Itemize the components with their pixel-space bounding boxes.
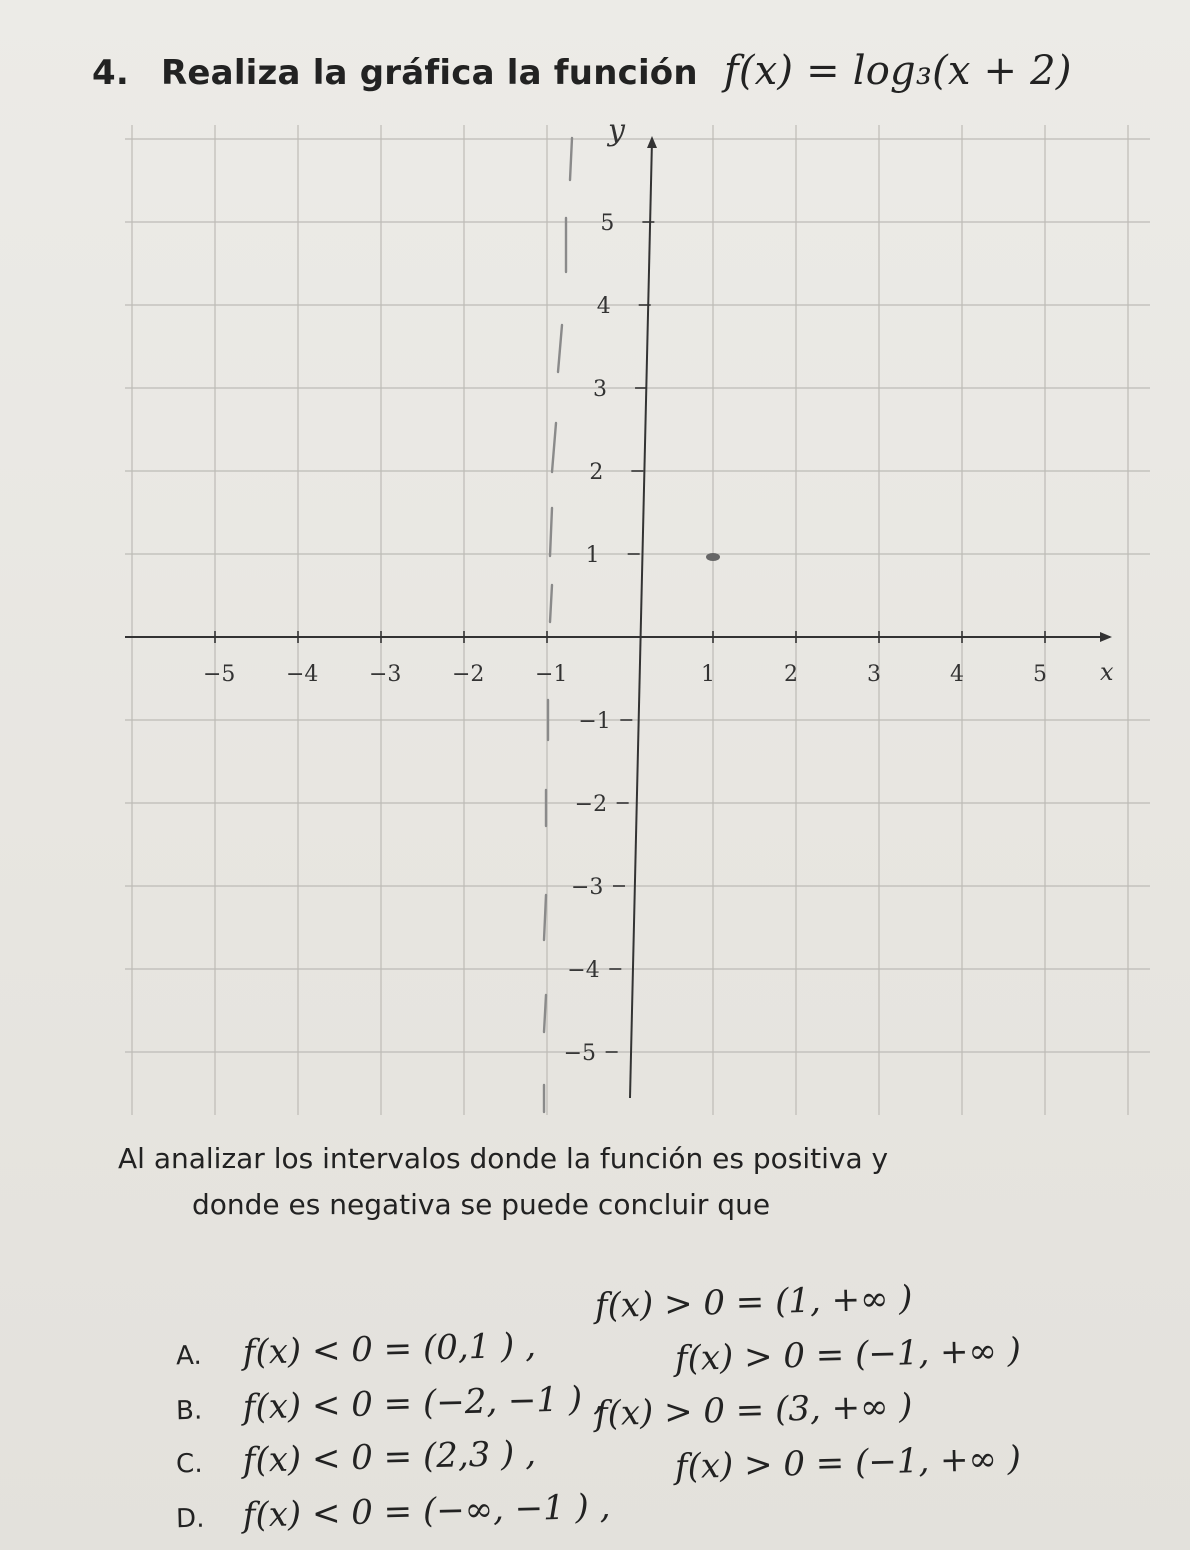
pencil-stroke bbox=[552, 423, 556, 472]
pencil-stroke bbox=[550, 585, 552, 622]
option-positive-interval: f(x) > 0 = (1, +∞ ) bbox=[594, 1278, 913, 1327]
question-number: 4. bbox=[92, 53, 129, 93]
axes bbox=[125, 136, 1112, 1098]
y-tick-label: −3 bbox=[570, 875, 604, 900]
y-axis-arrow bbox=[647, 136, 657, 148]
y-tick-label: 1 bbox=[585, 543, 600, 568]
option-letter: A. bbox=[175, 1340, 203, 1372]
y-axis-line bbox=[630, 140, 652, 1098]
y-tick-label: −4 bbox=[567, 958, 600, 983]
x-tick-label: −5 bbox=[203, 662, 236, 687]
option-negative-interval: f(x) < 0 = (2,3 ) , bbox=[242, 1433, 537, 1481]
option-negative-interval: f(x) < 0 = (−∞, −1 ) , bbox=[242, 1486, 611, 1536]
x-tick-label: −4 bbox=[286, 662, 319, 687]
pencil-stroke bbox=[550, 508, 552, 556]
option-positive-interval: f(x) > 0 = (3, +∞ ) bbox=[594, 1386, 913, 1435]
conclusion-line-1: Al analizar los intervalos donde la función es positiva y bbox=[118, 1142, 889, 1175]
question-function: f(x) = log₃(x + 2) bbox=[723, 48, 1072, 94]
option-letter: C. bbox=[175, 1448, 203, 1480]
option-negative-interval: f(x) < 0 = (−2, −1 ) , bbox=[242, 1378, 605, 1428]
x-tick-label: −1 bbox=[535, 662, 568, 687]
x-tick-label: −3 bbox=[369, 662, 402, 687]
pencil-stroke bbox=[570, 138, 572, 180]
grid-lines bbox=[125, 125, 1150, 1130]
x-tick-label: 2 bbox=[784, 662, 798, 687]
y-tick-label: 4 bbox=[596, 294, 611, 319]
x-tick-label: 5 bbox=[1033, 662, 1047, 687]
pencil-dot bbox=[706, 553, 720, 561]
question-text: Realiza la gráfica la función bbox=[161, 53, 698, 93]
y-tick-label: −1 bbox=[578, 709, 611, 734]
x-axis-arrow bbox=[1100, 632, 1112, 642]
conclusion-line-2: donde es negativa se puede concluir que bbox=[192, 1188, 771, 1221]
y-axis-label: y bbox=[608, 113, 625, 148]
x-tick-label: −2 bbox=[452, 662, 485, 687]
pencil-stroke bbox=[544, 895, 546, 940]
y-tick-label: 5 bbox=[600, 211, 615, 236]
y-tick-label: 3 bbox=[593, 377, 608, 402]
pencil-stroke bbox=[544, 995, 546, 1032]
x-tick-label: 4 bbox=[950, 662, 964, 687]
option-positive-interval: f(x) > 0 = (−1, +∞ ) bbox=[674, 1330, 1022, 1380]
option-positive-interval: f(x) > 0 = (−1, +∞ ) bbox=[674, 1438, 1022, 1488]
y-tick-label: 2 bbox=[589, 460, 604, 485]
x-tick-label: 1 bbox=[701, 662, 715, 687]
x-tick-label: 3 bbox=[867, 662, 881, 687]
x-axis-label: x bbox=[1100, 658, 1114, 686]
axis-labels bbox=[203, 113, 1114, 1066]
option-negative-interval: f(x) < 0 = (0,1 ) , bbox=[242, 1325, 537, 1373]
option-letter: B. bbox=[175, 1395, 203, 1427]
y-tick-label: −2 bbox=[574, 792, 608, 817]
y-tick-label: −5 bbox=[563, 1041, 597, 1066]
option-letter: D. bbox=[175, 1503, 205, 1535]
pencil-stroke bbox=[558, 325, 562, 372]
